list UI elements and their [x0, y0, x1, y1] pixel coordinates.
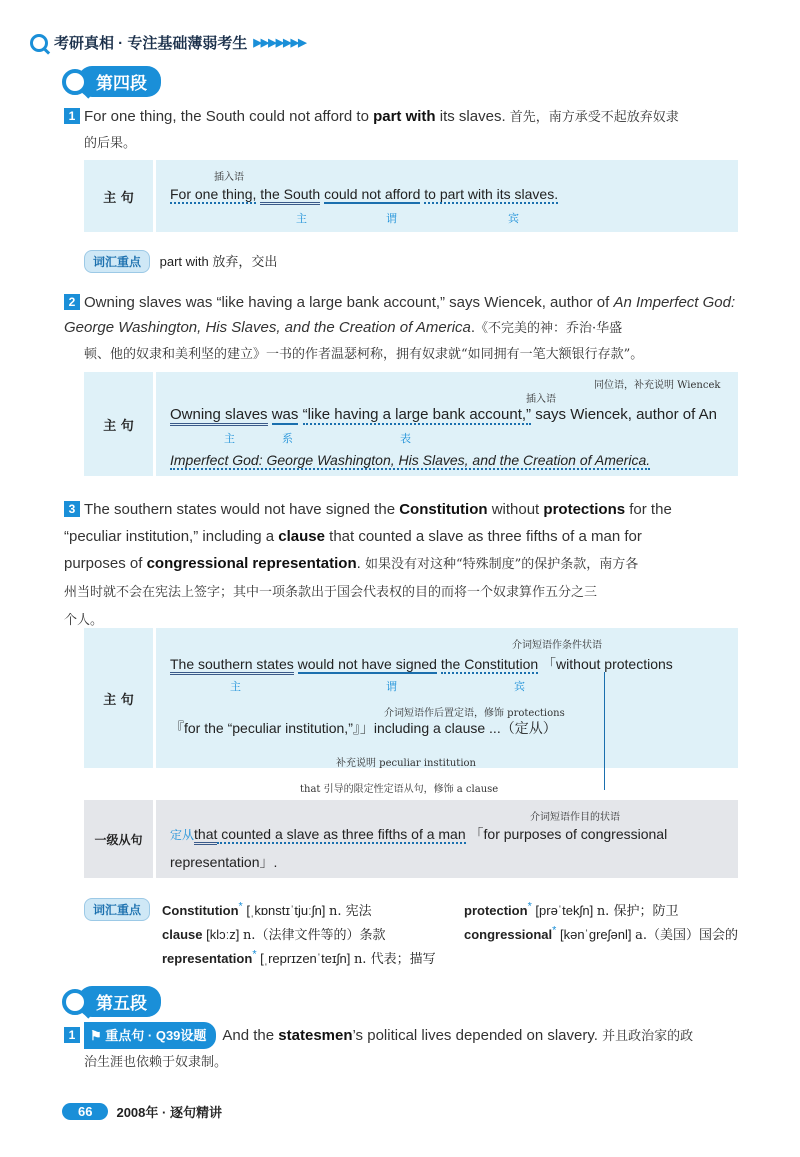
predicate: would not have signed	[297, 656, 437, 672]
annotation-that: that 引导的限定性定语从句，修饰 a clause	[300, 784, 499, 795]
section-heading-5	[62, 986, 161, 1017]
star-icon: *	[552, 924, 557, 937]
translation: 顿、他的奴隶和美利坚的建立》一书的作者温瑟柯称，拥有奴隶就“如同拥有一笔大额银行存款”。	[84, 347, 644, 362]
linking-verb: was	[271, 406, 299, 423]
role-subject: 主	[224, 432, 235, 445]
analysis-box-2	[84, 372, 738, 476]
search-q-icon	[30, 34, 48, 52]
analysis-sentence-cont	[170, 718, 557, 738]
vocab-def: n. 宪法	[329, 904, 372, 919]
vocab-badge: 词汇重点	[84, 250, 150, 273]
sentence-text: ’s political lives depended on slavery.	[352, 1027, 598, 1044]
analysis-sentence	[170, 406, 717, 423]
purpose-phrase-cont: representation」.	[170, 854, 278, 870]
box-label: 主 句	[84, 160, 156, 232]
key-sentence-label: 重点句 · Q39设题	[105, 1028, 207, 1043]
role-link: 系	[282, 432, 293, 445]
annotation-purpose: 介词短语作目的状语	[530, 812, 620, 823]
sentence-text: For one thing, the South could not afford to	[84, 108, 374, 125]
insert-phrase: For one thing,	[170, 186, 257, 202]
analysis-box-3	[84, 628, 738, 768]
section-title: 第四段	[78, 66, 161, 97]
object: to part with its slaves.	[424, 186, 559, 202]
vocab-badge: 词汇重点	[84, 898, 150, 921]
page-number: 66	[62, 1103, 108, 1120]
appositive: Imperfect God: George Washington, His Slaves, and the Creation of America.	[170, 452, 651, 468]
translation: 州当时就不会在宪法上签字；其中一项条款出于国会代表权的目的而将一个奴隶算作五分之三	[64, 585, 598, 600]
vocab-word: representation	[162, 951, 253, 966]
annotation-post-attr: 介词短语作后置定语，修饰 protections	[384, 708, 565, 719]
vocab-def: n.（法律文件等的）条款	[242, 928, 386, 943]
sentence-text: for the	[625, 501, 672, 518]
sentence-text: .	[356, 555, 361, 572]
vocab-badge-row	[84, 898, 156, 921]
vocab-def: n. 代表；描写	[353, 952, 436, 967]
key-sentence-badge	[84, 1022, 216, 1049]
object: the Constitution	[440, 656, 539, 672]
annotation-supplement: 补充说明 peculiar institution	[336, 758, 476, 769]
analysis-sentence-cont	[170, 452, 650, 468]
book-title: An Imperfect God: George Washington, His Slaves, and the Creation of America	[64, 294, 736, 336]
role-subject: 主	[230, 680, 241, 693]
vocab-word: Constitution	[162, 903, 239, 918]
sentence-number: 1	[64, 1027, 80, 1043]
relative-pronoun: that	[194, 826, 217, 845]
translation: 首先，南方承受不起放弃奴隶	[509, 110, 679, 125]
vocab-item	[464, 900, 678, 919]
vocab-phonetic: [klɔːz]	[202, 927, 243, 942]
annotation-condition: 介词短语作条件状语	[512, 640, 602, 651]
analysis-sub-sentence	[170, 824, 667, 844]
sentence-2	[64, 290, 744, 367]
star-icon: *	[252, 948, 257, 961]
section-q-icon	[62, 69, 88, 95]
section-q-icon	[62, 989, 88, 1015]
clause-body: counted a slave as three fifths of a man	[217, 826, 466, 842]
sentence-1	[64, 104, 744, 156]
translation: 个人。	[64, 613, 104, 628]
vocab-phonetic: [kənˈɡreʃənl]	[556, 927, 636, 942]
header-title: 考研真相 · 专注基础薄弱考生	[54, 35, 248, 52]
insert-phrase: says Wiencek, author of An	[531, 406, 717, 423]
sentence-text: its slaves.	[435, 108, 506, 125]
analysis-sentence	[170, 186, 558, 202]
vocab-def: a.（美国）国会的	[635, 928, 739, 943]
translation: 如果没有对这种“特殊制度”的保护条款，南方各	[364, 557, 639, 572]
sentence-text: that counted a slave as three fifths of a man for	[324, 528, 642, 545]
translation: 治生涯也依赖于奴隶制。	[84, 1055, 228, 1070]
footer-title: 2008年 · 逐句精讲	[116, 1105, 222, 1120]
subject: Owning slaves	[170, 406, 268, 426]
sentence-text: “peculiar institution,” including a	[64, 528, 279, 545]
keyword: congressional representation	[146, 555, 357, 572]
header-arrows-icon: ▶▶▶▶▶▶▶	[253, 37, 306, 49]
page-header	[30, 32, 306, 53]
vocab-def: n. 保护；防卫	[596, 904, 679, 919]
role-subject: 主	[296, 212, 307, 225]
vocab-row-1	[84, 250, 277, 273]
keyword: clause	[278, 528, 325, 545]
box-label: 一级从句	[84, 800, 156, 878]
keyword: protections	[543, 501, 626, 518]
vocab-word: congressional	[464, 927, 553, 942]
role-predicate: 谓	[386, 212, 397, 225]
role-object: 宾	[508, 212, 519, 225]
page-footer	[62, 1102, 222, 1121]
keyword: statesmen	[278, 1027, 353, 1044]
translation: 并且政治家的政	[602, 1029, 694, 1044]
sentence-number: 1	[64, 108, 80, 124]
predicate: could not afford	[324, 186, 421, 202]
sentence-text: without	[487, 501, 544, 518]
vocab-word: protection	[464, 903, 528, 918]
section-title: 第五段	[78, 986, 161, 1017]
star-icon: *	[238, 900, 243, 913]
section-heading-4	[62, 66, 161, 97]
annotation-insert: 插入语	[526, 394, 556, 405]
connector-line	[604, 672, 605, 790]
sentence-5-1	[64, 1022, 744, 1075]
box-label: 主 句	[84, 628, 156, 768]
translation: 的后果。	[84, 136, 137, 151]
subject: The southern states	[170, 656, 294, 675]
keyword: part with	[373, 108, 436, 125]
sentence-text: purposes of	[64, 555, 147, 572]
sentence-3	[64, 496, 744, 634]
analysis-sentence	[170, 654, 673, 674]
predicative: “like having a large bank account,”	[302, 406, 532, 423]
flag-icon: ⚑	[90, 1028, 106, 1043]
translation: 《不完美的神：乔治·华盛	[475, 321, 623, 336]
vocab-text: part with 放弃，交出	[159, 254, 278, 269]
subject: the South	[260, 186, 320, 205]
sentence-number: 2	[64, 294, 80, 310]
post-attributive: 『for the “peculiar institution,”』」including a clause ...（定从）	[170, 720, 557, 736]
sentence-text: And the	[222, 1027, 279, 1044]
box-label: 主 句	[84, 372, 156, 476]
keyword: Constitution	[399, 501, 488, 518]
annotation-insert: 插入语	[214, 172, 244, 183]
vocab-phonetic: [ˌreprɪzenˈteɪʃn]	[256, 951, 354, 966]
vocab-item	[162, 900, 372, 919]
analysis-sub-sentence-cont	[170, 852, 277, 872]
sentence-text: The southern states would not have signed the	[84, 501, 400, 518]
vocab-item	[162, 948, 436, 967]
vocab-item	[464, 924, 738, 943]
annotation-appositive: 同位语，补充说明 Wiencek	[594, 380, 721, 391]
role-object: 宾	[514, 680, 525, 693]
vocab-phonetic: [ˌkɒnstɪˈtjuːʃn]	[242, 903, 330, 918]
sentence-text: Owning slaves was “like having a large bank account,” says Wiencek, author of	[84, 294, 614, 311]
analysis-box-sub	[84, 800, 738, 878]
star-icon: *	[527, 900, 532, 913]
sentence-text: .	[470, 319, 476, 336]
purpose-phrase: 「for purposes of congressional	[469, 826, 668, 842]
analysis-box-1	[84, 160, 738, 232]
condition-phrase: 「without protections	[542, 656, 673, 672]
vocab-word: clause	[162, 927, 203, 942]
vocab-item	[162, 924, 385, 943]
role-predicate: 谓	[386, 680, 397, 693]
clause-tag: 定从	[170, 828, 195, 842]
sentence-number: 3	[64, 501, 80, 517]
vocab-phonetic: [prəˈtekʃn]	[531, 903, 597, 918]
role-predicative: 表	[400, 432, 411, 445]
